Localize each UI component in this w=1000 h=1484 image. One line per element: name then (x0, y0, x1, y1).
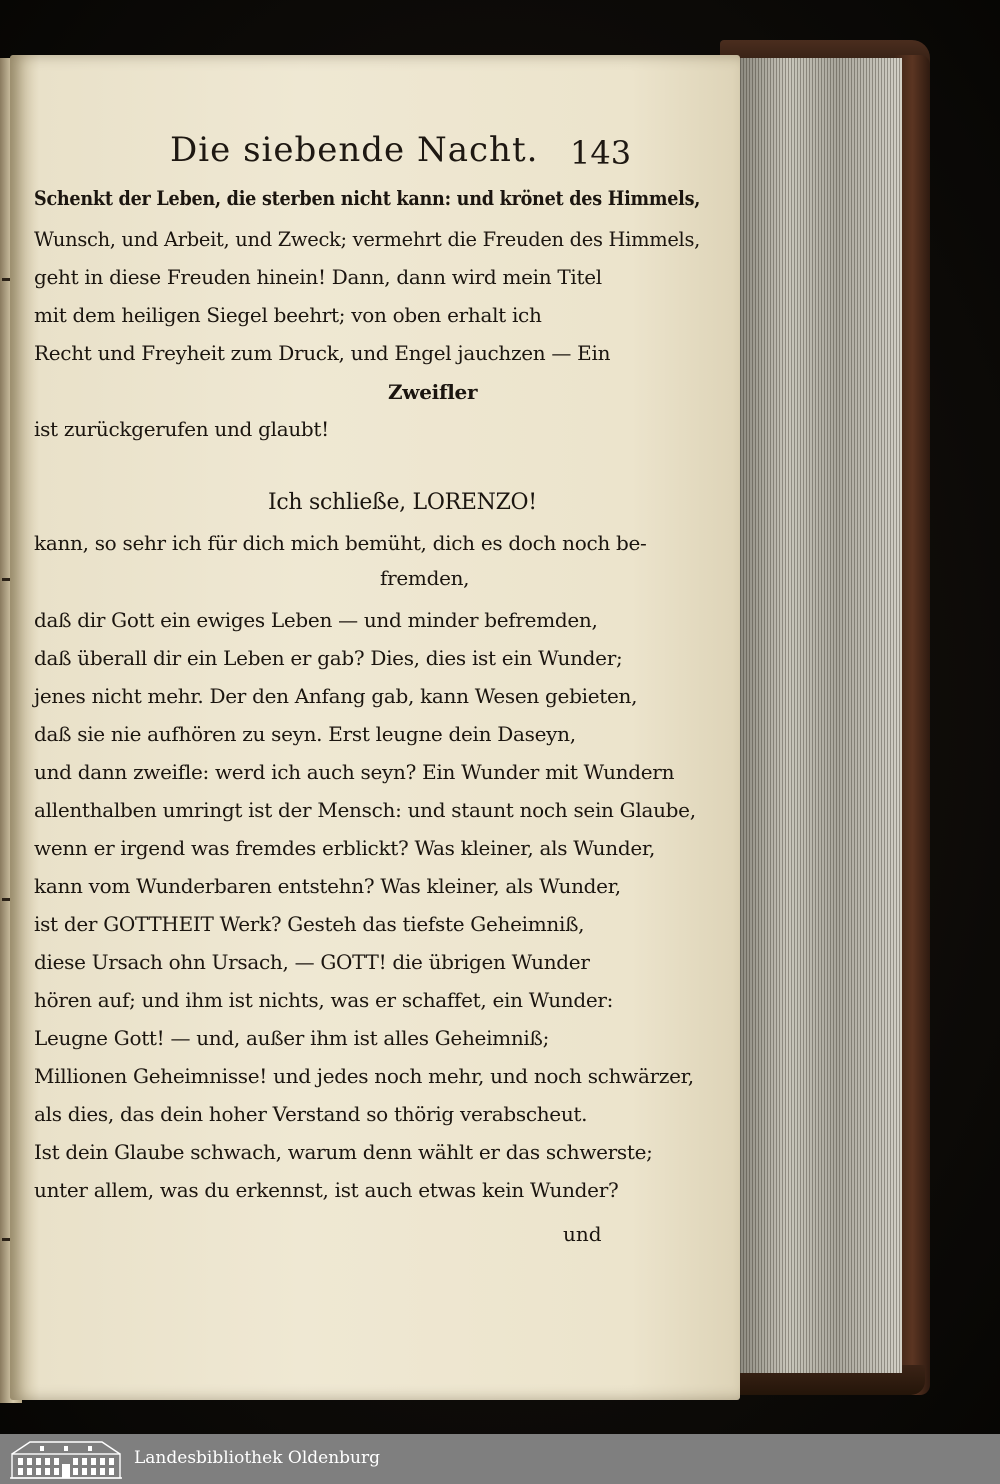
text-line: allenthalben umringt ist der Mensch: und staunt noch sein Glaube, (34, 798, 696, 822)
library-building-icon (10, 1438, 122, 1480)
footer-bar (0, 1434, 1000, 1484)
text-line: geht in diese Freuden hinein! Dann, dann wird mein Titel (34, 265, 602, 289)
page-header (170, 128, 632, 180)
text-line: Millionen Geheimnisse! und jedes noch mehr, und noch schwärzer, (34, 1064, 694, 1088)
library-name: Landesbibliothek Oldenburg (134, 1448, 381, 1468)
text-line: Ist dein Glaube schwach, warum denn wählt er das schwerste; (34, 1140, 653, 1164)
text-line: Zweifler (388, 380, 478, 404)
text-line: fremden, (380, 566, 470, 590)
text-line: daß überall dir ein Leben er gab? Dies, dies ist ein Wunder; (34, 646, 623, 670)
text-line: Leugne Gott! — und, außer ihm ist alles Geheimniß; (34, 1026, 550, 1050)
text-line: Recht und Freyheit zum Druck, und Engel jauchzen — Ein (34, 341, 611, 365)
text-line: ist der GOTTHEIT Werk? Gesteh das tiefste Geheimniß, (34, 912, 585, 936)
running-head: Die siebende Nacht. (170, 130, 539, 170)
text-line: Ich schließe, LORENZO! (268, 490, 537, 515)
text-line: mit dem heiligen Siegel beehrt; von oben erhalt ich (34, 303, 542, 327)
text-line: daß dir Gott ein ewiges Leben — und minder befremden, (34, 608, 598, 632)
text-line: diese Ursach ohn Ursach, — GOTT! die übrigen Wunder (34, 950, 590, 974)
text-line: kann vom Wunderbaren entstehn? Was kleiner, als Wunder, (34, 874, 621, 898)
text-line: als dies, das dein hoher Verstand so thörig verabscheut. (34, 1102, 588, 1126)
text-line: hören auf; und ihm ist nichts, was er schaffet, ein Wunder: (34, 988, 614, 1012)
text-line: jenes nicht mehr. Der den Anfang gab, kann Wesen gebieten, (34, 684, 638, 708)
catchword: und (563, 1222, 602, 1246)
text-line: und dann zweifle: werd ich auch seyn? Ein Wunder mit Wundern (34, 760, 675, 784)
text-line: unter allem, was du erkennst, ist auch etwas kein Wunder? (34, 1178, 619, 1202)
text-line: ist zurückgerufen und glaubt! (34, 417, 329, 441)
text-line: Wunsch, und Arbeit, und Zweck; vermehrt die Freuden des Himmels, (34, 227, 701, 251)
page-block-edges (738, 58, 902, 1373)
text-line: wenn er irgend was fremdes erblickt? Was kleiner, als Wunder, (34, 836, 655, 860)
text-line: Schenkt der Leben, die sterben nicht kann: und krönet des Himmels, (34, 186, 701, 210)
page-number: 143 (570, 134, 632, 172)
text-line: kann, so sehr ich für dich mich bemüht, dich es doch noch be- (34, 531, 647, 555)
text-line: daß sie nie aufhören zu seyn. Erst leugne dein Daseyn, (34, 722, 576, 746)
